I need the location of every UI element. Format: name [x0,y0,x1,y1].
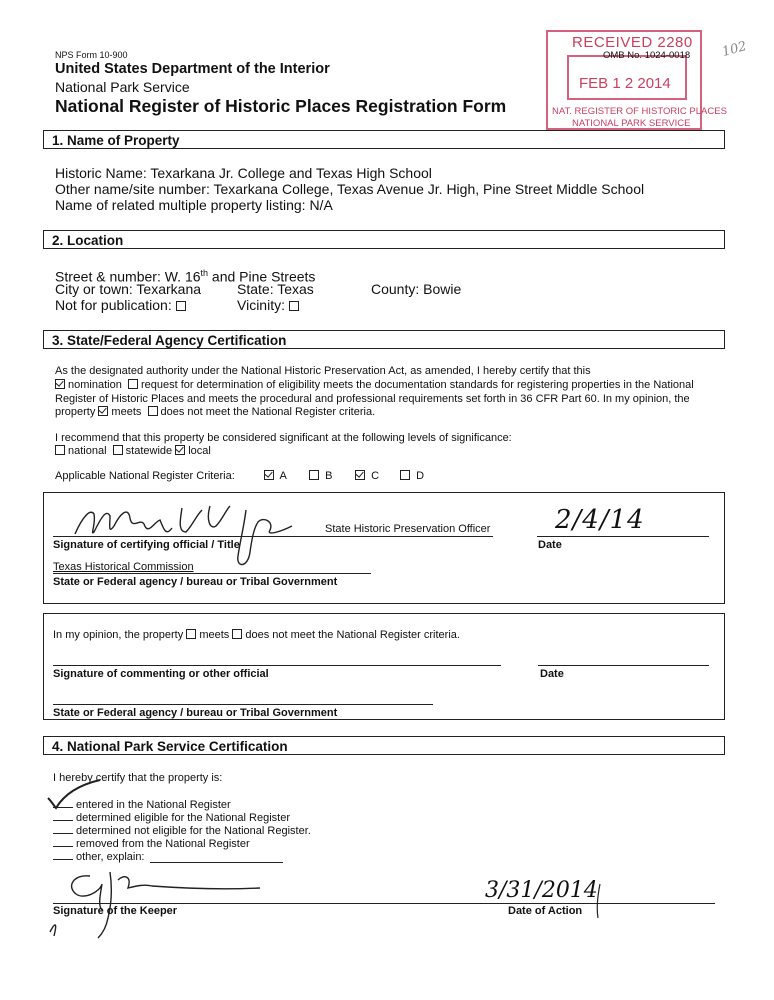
historic-name: Historic Name: Texarkana Jr. College and Texas High School [55,165,432,181]
stamp-line1: NAT. REGISTER OF HISTORIC PLACES [552,106,727,117]
certification-date: 2/4/14 [555,505,645,535]
city-town: City or town: Texarkana [55,281,202,297]
service-name: National Park Service [55,79,190,95]
cert-paragraph-3: Register of Historic Places and meets the procedural and professional requirements set forth in 36 CFR Part 60. In my opinion, the [55,393,690,405]
criterion-b: B [309,469,332,483]
vicinity: Vicinity: [237,297,302,314]
national-checkbox[interactable] [55,445,65,455]
keeper-intro: I hereby certify that the property is: [53,772,223,784]
not-for-publication-checkbox[interactable] [176,301,186,311]
does-not-meet-checkbox[interactable] [148,406,158,416]
opinion-does-not-meet-checkbox[interactable] [232,629,242,639]
not-for-publication: Not for publication: [55,297,189,314]
criterion-a-checkbox[interactable] [264,470,274,480]
section-3-heading: 3. State/Federal Agency Certification [43,330,725,349]
commenting-signature-line [53,665,501,666]
request-checkbox[interactable] [128,379,138,389]
omb-number: OMB No. 1024-0018 [603,50,691,61]
cert-paragraph-2: nomination request for determination of eligibility meets the documentation standards for registering properties in the National [55,378,694,392]
stamp-date-box [567,55,687,100]
option-2-blank[interactable] [53,820,73,821]
department-name: United States Department of the Interior [55,61,330,77]
commenting-agency-label: State or Federal agency / bureau or Tribal Government [53,707,338,719]
keeper-option-1: entered in the National Register [53,798,231,812]
criterion-b-checkbox[interactable] [309,470,319,480]
criterion-c-checkbox[interactable] [355,470,365,480]
section-1-heading: 1. Name of Property [43,130,725,149]
criterion-d: D [400,469,424,483]
agency-label: State or Federal agency / bureau or Tribal Government [53,576,338,588]
option-5-blank[interactable] [53,859,73,860]
form-title: National Register of Historic Places Registration Form [55,96,507,116]
commenting-signature-label: Signature of commenting or other official [53,668,269,680]
form-number: NPS Form 10-900 [55,50,128,60]
section-4-heading: 4. National Park Service Certification [43,736,725,755]
keeper-option-2: determined eligible for the National Register [53,811,290,825]
keeper-option-5: other, explain: [53,850,145,864]
criterion-a: A [264,469,287,483]
keeper-option-4: removed from the National Register [53,837,250,851]
option-3-blank[interactable] [53,833,73,834]
cert-paragraph-1: As the designated authority under the National Historic Preservation Act, as amended, I hereby certify that this [55,365,591,377]
stamp-date: FEB 1 2 2014 [579,75,671,92]
date-of-action-label: Date of Action [508,905,583,917]
commenting-date-label: Date [540,668,564,680]
significance-levels: national statewide local [55,444,211,458]
state: State: Texas [237,281,314,297]
meets-checkbox[interactable] [98,406,108,416]
date-line [537,536,709,537]
recommend-text: I recommend that this property be considered significant at the following levels of significance: [55,432,512,444]
keeper-signature [40,862,270,942]
nomination-checkbox[interactable] [55,379,65,389]
agency-line [53,573,371,574]
multiple-listing: Name of related multiple property listing: N/A [55,197,333,213]
received-stamp [546,30,727,130]
commenting-agency-line [53,704,433,705]
county: County: Bowie [371,281,462,297]
keeper-option-3: determined not eligible for the National Register. [53,824,311,838]
option-4-blank[interactable] [53,846,73,847]
other-name: Other name/site number: Texarkana College, Texas Avenue Jr. High, Pine Street Middle School [55,181,645,197]
criterion-d-checkbox[interactable] [400,470,410,480]
margin-note: 102 [720,39,749,60]
keeper-signature-label: Signature of the Keeper [53,905,178,917]
criterion-c: C [355,469,379,483]
vicinity-checkbox[interactable] [289,301,299,311]
statewide-checkbox[interactable] [113,445,123,455]
cert-paragraph-4: property meets does not meet the National Register criteria. [55,406,376,418]
date-label: Date [538,539,562,551]
criteria-label: Applicable National Register Criteria: [55,470,235,482]
opinion-text: In my opinion, the property meets does not meet the National Register criteria. [53,629,460,641]
action-date: 3/31/2014 [485,878,598,903]
street-number: Street & number: W. 16th and Pine Streets [55,268,316,285]
stamp-received: RECEIVED 2280 [572,34,693,51]
opinion-meets-checkbox[interactable] [186,629,196,639]
agency-name: Texas Historical Commission [53,561,194,573]
option-1-blank[interactable] [53,807,73,808]
local-checkbox[interactable] [175,445,185,455]
stamp-line2: NATIONAL PARK SERVICE [572,118,691,129]
officer-title: State Historic Preservation Officer [325,523,491,535]
commenting-date-line [538,665,709,666]
signature-label: Signature of certifying official / Title [53,539,240,551]
section-2-heading: 2. Location [43,230,725,249]
